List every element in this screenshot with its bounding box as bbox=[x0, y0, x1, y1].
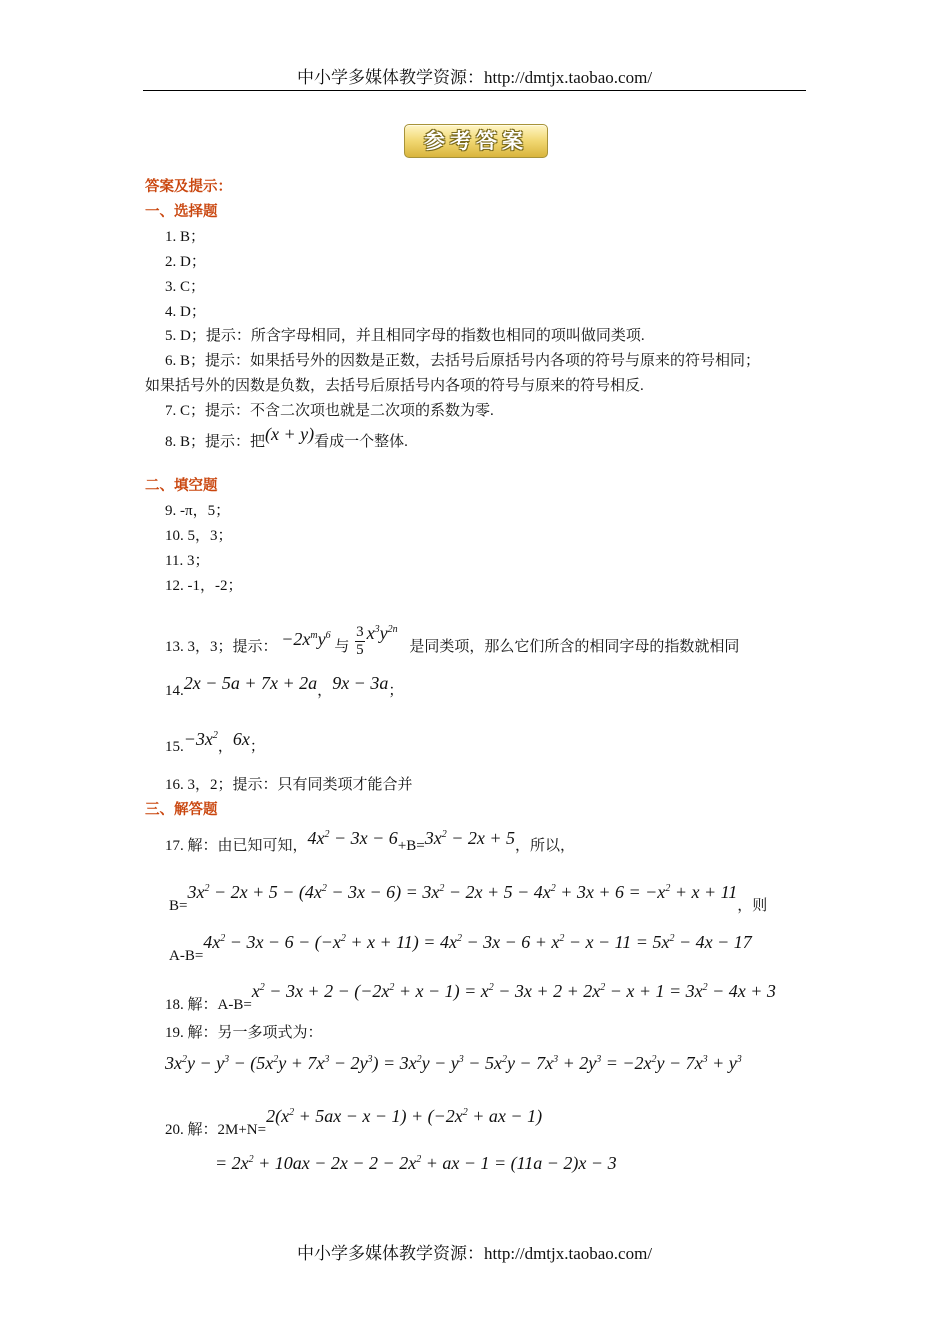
q20-prefix: 20. 解：2M+N= bbox=[165, 1122, 267, 1138]
q14-prefix: 14. bbox=[165, 683, 184, 699]
solve-answer-20 bbox=[165, 1106, 543, 1140]
q17-math-a: $4x^2 - 3x - 6$ bbox=[307, 828, 398, 848]
choice-answer-3: 3. C； bbox=[165, 279, 206, 295]
q13-math-2: $x^3y^{2n}$ bbox=[366, 622, 398, 643]
q14-sep: ， bbox=[317, 683, 333, 699]
fill-answer-12: 12. -1，-2； bbox=[165, 578, 243, 594]
solve-answer-17-b bbox=[169, 882, 768, 916]
page-header: 中小学多媒体教学资源：http://dmtjx.taobao.com/ bbox=[143, 66, 806, 91]
choice-answer-8 bbox=[165, 424, 408, 452]
fill-answer-15 bbox=[165, 729, 265, 757]
choice-answer-4: 4. D； bbox=[165, 304, 206, 320]
fill-answer-14 bbox=[165, 673, 404, 701]
q17-ab-math: $4x^2 - 3x - 6 - (-x^2 + x + 11) = 4x^2 - 3x - 6 + x^2 - x - 11 = 5x^2 - 4x - 17$ bbox=[203, 932, 752, 952]
solve-answer-17-ab bbox=[169, 932, 752, 966]
page-footer: 中小学多媒体教学资源：http://dmtjx.taobao.com/ bbox=[296, 1244, 653, 1263]
q18-prefix: 18. 解：A-B= bbox=[165, 997, 252, 1013]
choice-answer-6-cont: 如果括号外的因数是负数，去括号后原括号内各项的符号与原来的符号相反. bbox=[145, 378, 644, 394]
solve-answer-17 bbox=[165, 828, 576, 856]
q20-math-1: $2(x^2 + 5ax - x - 1) + (-2x^2$ + ax − 1) bbox=[266, 1106, 543, 1126]
q13-frac-den: 5 bbox=[356, 642, 364, 658]
q17-b-label: B= bbox=[169, 898, 188, 914]
fill-answer-9: 9. -π，5； bbox=[165, 503, 231, 519]
section-fill-heading: 二、填空题 bbox=[145, 478, 218, 494]
q15-prefix: 15. bbox=[165, 739, 184, 755]
solve-answer-19: 19. 解：另一多项式为： bbox=[165, 1025, 323, 1041]
q17-math-c: $3x^2 - 2x + 5$ bbox=[424, 828, 516, 848]
q8-math: (x + y) bbox=[265, 424, 315, 444]
q14-math-2: 9x − 3a bbox=[332, 673, 389, 693]
choice-answer-1: 1. B； bbox=[165, 229, 206, 245]
q17-b-math: $3x^2 - 2x + 5 - (4x^2 - 3x - 6) = 3x^2 - 2x + 5 - 4x^2 + 3x + 6 = -x^2 + x + 11$ bbox=[187, 882, 738, 902]
q15-math-1: $-3x^2$ bbox=[183, 729, 218, 749]
q8-suffix: 看成一个整体. bbox=[314, 434, 408, 450]
fill-answer-11: 11. 3； bbox=[165, 553, 210, 569]
choice-answer-6: 6. B；提示：如果括号外的因数是正数，去括号后原括号内各项的符号与原来的符号相同； bbox=[165, 353, 761, 369]
q15-math-2: 6x bbox=[232, 729, 250, 749]
answer-badge: 参考答案 bbox=[404, 124, 548, 158]
choice-answer-7: 7. C；提示：不含二次项也就是二次项的系数为零. bbox=[165, 403, 494, 419]
q17-mid: +B= bbox=[397, 838, 425, 854]
q17-suffix: ，所以， bbox=[515, 838, 576, 854]
q14-math-1: 2x − 5a + 7x + 2a bbox=[183, 673, 318, 693]
q13-frac-num: 3 bbox=[356, 624, 364, 640]
fill-answer-10: 10. 5，3； bbox=[165, 528, 233, 544]
q19-math: $3x^2y - y^3 - (5x^2y + 7x^3 - 2y^3) = 3x^2y - y^3 - 5x^2y - 7x^3 + 2y^3 = -2x^2y - 7x^3 + y^3$ bbox=[165, 1053, 742, 1073]
q13-prefix: 13. 3，3；提示： bbox=[165, 638, 278, 655]
fill-answer-16: 16. 3，2；提示：只有同类项才能合并 bbox=[165, 777, 413, 793]
solve-answer-18 bbox=[165, 981, 776, 1015]
q17-b-suffix: ，则 bbox=[737, 898, 768, 914]
choice-answer-5: 5. D；提示：所含字母相同，并且相同字母的指数也相同的项叫做同类项. bbox=[165, 328, 645, 344]
q13-math-1: $-2x^my^6$ bbox=[281, 628, 331, 649]
section-solve-heading: 三、解答题 bbox=[145, 802, 218, 818]
q18-math: $x^2 - 3x + 2 - (-2x^2 + x - 1) = x^2 - 3x + 2 + 2x^2 - x + 1 = 3x^2 - 4x + 3$ bbox=[251, 981, 776, 1001]
q15-sep: ， bbox=[217, 739, 233, 755]
solve-answer-19-math bbox=[165, 1050, 742, 1075]
solve-answer-20-cont bbox=[215, 1150, 617, 1175]
q13-fraction bbox=[355, 624, 365, 659]
q13-mid: 与 bbox=[334, 638, 350, 655]
q13-suffix: 是同类项，那么它们所含的相同字母的指数就相同 bbox=[409, 638, 740, 655]
q17-prefix: 17. 解：由已知可知， bbox=[165, 838, 308, 854]
q14-end: ； bbox=[388, 683, 404, 699]
q8-prefix: 8. B；提示：把 bbox=[165, 434, 266, 450]
q15-end: ； bbox=[249, 739, 265, 755]
choice-answer-2: 2. D； bbox=[165, 254, 206, 270]
section-choice-heading: 一、选择题 bbox=[145, 204, 218, 220]
q20-math-2: = $2x^2 + 10ax - 2x - 2 - 2x^2$ + ax − 1 = (11a − 2)x − 3 bbox=[215, 1153, 617, 1173]
intro-heading: 答案及提示： bbox=[145, 179, 232, 195]
q17-ab-label: A-B= bbox=[169, 948, 204, 964]
fill-answer-13 bbox=[165, 622, 740, 665]
